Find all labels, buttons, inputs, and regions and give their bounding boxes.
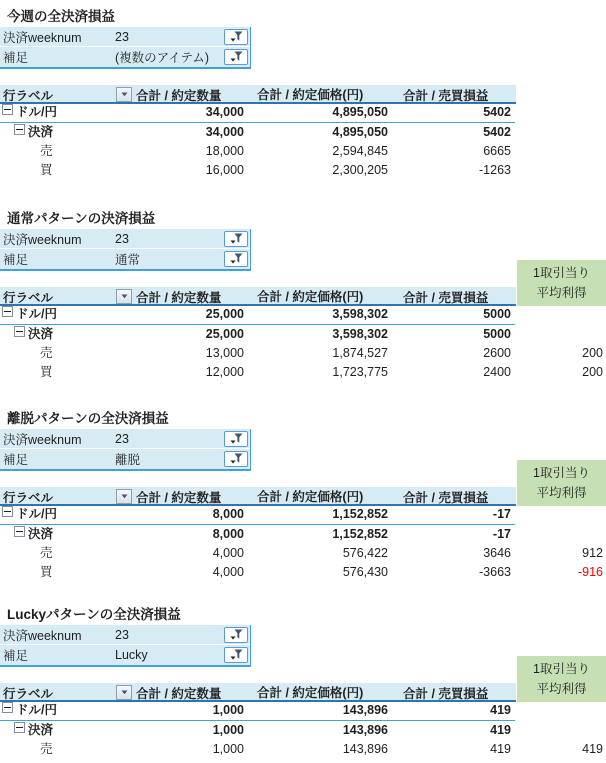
- value-cell: -17: [392, 506, 515, 525]
- row-label: 売: [40, 144, 53, 158]
- filter-block: [0, 27, 251, 69]
- funnel-icon: [230, 51, 243, 63]
- value-cell: 8,000: [133, 506, 246, 525]
- value-cell: 4,000: [212, 546, 244, 560]
- qty-header: 合計 / 約定数量: [136, 88, 222, 103]
- value-cell: 3,598,302: [332, 327, 388, 341]
- row-label-cell: [0, 721, 133, 740]
- row-labels-header-cell: [0, 683, 133, 702]
- filter-button[interactable]: [224, 29, 248, 45]
- minus-box-icon[interactable]: [2, 306, 13, 317]
- row-label: ドル/円: [16, 105, 57, 119]
- filter-button[interactable]: [224, 627, 248, 643]
- table-body: [0, 104, 606, 180]
- minus-box-icon[interactable]: [2, 506, 13, 517]
- header-row: [0, 683, 606, 702]
- filter-button[interactable]: [224, 451, 248, 467]
- row-label-cell: [0, 142, 133, 161]
- value-cell: [515, 506, 606, 525]
- value-cell: 1,152,852: [332, 527, 388, 541]
- value-cell: 143,896: [342, 723, 388, 737]
- value-cell: [515, 161, 606, 180]
- pivot-table: [0, 85, 606, 180]
- avg-profit-header-line2: 平均利得: [536, 286, 587, 300]
- filter-row: [0, 429, 250, 449]
- value-cell: 4,895,050: [246, 104, 392, 123]
- spacer: [0, 271, 606, 287]
- table-body: [0, 306, 606, 382]
- table-body: [0, 506, 606, 582]
- filter-row: [0, 625, 250, 645]
- header-main: [0, 683, 516, 702]
- value-cell: -916: [577, 565, 603, 579]
- filter-row: [0, 249, 250, 269]
- row-label: 売: [40, 546, 53, 560]
- row-label-cell: [0, 123, 133, 142]
- header-main: [0, 487, 516, 506]
- row-label: 売: [40, 346, 53, 360]
- header-main: [0, 287, 516, 306]
- funnel-icon: [230, 31, 243, 43]
- row-label: ドル/円: [16, 507, 57, 521]
- spacer: [0, 667, 606, 683]
- filter-field-name: 決済weeknum: [3, 30, 82, 45]
- table-row: [0, 544, 606, 563]
- minus-box-icon[interactable]: [14, 326, 25, 337]
- value-cell: 12,000: [205, 365, 244, 379]
- filter-value: 23: [115, 627, 129, 642]
- value-cell: 200: [582, 346, 603, 360]
- filter-value: (複数のアイテム): [115, 51, 210, 65]
- value-cell: [515, 104, 606, 123]
- table-row: [0, 123, 606, 142]
- pnl-header: 合計 / 売買損益: [403, 686, 489, 701]
- pnl-header: 合計 / 売買損益: [403, 290, 489, 305]
- qty-header: 合計 / 約定数量: [136, 490, 222, 505]
- row-label-filter-dropdown[interactable]: [116, 489, 132, 504]
- row-label-cell: [0, 525, 133, 544]
- table-row: [0, 142, 606, 161]
- table-row: [0, 721, 606, 740]
- minus-box-icon[interactable]: [14, 526, 25, 537]
- filter-block: [0, 229, 251, 271]
- chevron-down-icon: [121, 294, 128, 299]
- value-cell: 2,594,845: [332, 144, 388, 158]
- table-row: [0, 104, 606, 123]
- funnel-icon: [230, 233, 243, 245]
- filter-field-name: 決済weeknum: [3, 432, 82, 447]
- row-label-filter-dropdown[interactable]: [116, 289, 132, 304]
- filter-field-name: 補足: [3, 453, 29, 467]
- section-title: 離脱パターンの全決済損益: [7, 411, 169, 426]
- row-labels-header-cell: [0, 287, 133, 306]
- value-cell: 143,896: [246, 702, 392, 721]
- table-row: [0, 363, 606, 382]
- row-label: ドル/円: [16, 307, 57, 321]
- value-cell: 200: [582, 365, 603, 379]
- value-cell: 5402: [392, 104, 515, 123]
- row-label-cell: [0, 306, 133, 325]
- value-cell: 3,598,302: [246, 306, 392, 325]
- value-cell: 2400: [483, 365, 511, 379]
- value-cell: 1,723,775: [332, 365, 388, 379]
- value-cell: [515, 142, 606, 161]
- row-labels-header-cell: [0, 487, 133, 506]
- avg-profit-header-line2: 平均利得: [536, 486, 587, 500]
- pivot-table: [0, 662, 606, 759]
- filter-button[interactable]: [224, 49, 248, 65]
- section-title: 今週の全決済損益: [7, 9, 115, 24]
- value-cell: 1,000: [212, 742, 244, 756]
- avg-profit-header-line1: 1取引当り: [533, 466, 590, 480]
- filter-field-name: 補足: [3, 253, 29, 267]
- row-label: 買: [40, 163, 53, 177]
- value-cell: 1,152,852: [246, 506, 392, 525]
- value-cell: 419: [490, 742, 511, 756]
- avg-profit-header: [517, 260, 606, 306]
- row-label: 決済: [28, 527, 54, 541]
- filter-field-name: 補足: [3, 649, 29, 663]
- value-cell: 8,000: [212, 527, 244, 541]
- pivot-section: [0, 210, 606, 382]
- value-cell: [515, 123, 606, 142]
- row-label: ドル/円: [16, 703, 57, 717]
- pivot-section: [0, 8, 606, 180]
- filter-button[interactable]: [224, 231, 248, 247]
- value-cell: 576,422: [342, 546, 388, 560]
- avg-profit-header: [517, 460, 606, 506]
- pivot-table: [0, 466, 606, 582]
- filter-row: [0, 47, 250, 67]
- value-cell: [515, 325, 606, 344]
- table-row: [0, 306, 606, 325]
- minus-box-icon[interactable]: [2, 104, 13, 115]
- minus-box-icon[interactable]: [14, 124, 25, 135]
- value-cell: 912: [582, 546, 603, 560]
- value-cell: 1,000: [133, 702, 246, 721]
- value-cell: [515, 306, 606, 325]
- row-label-cell: [0, 740, 133, 759]
- filter-field-name: 決済weeknum: [3, 628, 82, 643]
- value-cell: 5000: [483, 327, 511, 341]
- avg-profit-header-line1: 1取引当り: [533, 662, 590, 676]
- filter-field-name: 決済weeknum: [3, 232, 82, 247]
- funnel-icon: [230, 433, 243, 445]
- value-cell: 5000: [392, 306, 515, 325]
- row-label: 決済: [28, 327, 54, 341]
- section-title: 通常パターンの決済損益: [7, 211, 156, 226]
- filter-row: [0, 27, 250, 47]
- price-header: 合計 / 約定価格(円): [257, 87, 364, 102]
- row-label-cell: [0, 325, 133, 344]
- value-cell: -3663: [479, 565, 511, 579]
- table-row: [0, 161, 606, 180]
- qty-header: 合計 / 約定数量: [136, 686, 222, 701]
- table-body: [0, 702, 606, 759]
- value-cell: 18,000: [205, 144, 244, 158]
- row-label: 売: [40, 742, 53, 756]
- row-label-cell: [0, 104, 133, 123]
- row-label-filter-dropdown[interactable]: [116, 87, 132, 102]
- qty-header: 合計 / 約定数量: [136, 290, 222, 305]
- filter-row: [0, 449, 250, 469]
- avg-profit-header-line2: 平均利得: [536, 682, 587, 696]
- row-label-cell: [0, 161, 133, 180]
- pivot-table: [0, 266, 606, 382]
- row-label-cell: [0, 544, 133, 563]
- value-cell: 576,430: [342, 565, 388, 579]
- value-cell: [515, 721, 606, 740]
- header-row: [0, 85, 606, 104]
- value-cell: 25,000: [205, 327, 244, 341]
- header-extra-cell: [516, 85, 606, 104]
- spacer: [0, 69, 606, 85]
- table-row: [0, 506, 606, 525]
- chevron-down-icon: [121, 92, 128, 97]
- value-cell: 419: [490, 723, 511, 737]
- filter-value: 23: [115, 29, 129, 44]
- value-cell: 1,000: [212, 723, 244, 737]
- filter-block: [0, 429, 251, 471]
- value-cell: 4,000: [212, 565, 244, 579]
- value-cell: 419: [582, 742, 603, 756]
- minus-box-icon[interactable]: [2, 702, 13, 713]
- value-cell: 4,895,050: [332, 125, 388, 139]
- filter-value: 通常: [115, 253, 141, 267]
- pnl-header: 合計 / 売買損益: [403, 88, 489, 103]
- price-header: 合計 / 約定価格(円): [257, 685, 364, 700]
- table-row: [0, 702, 606, 721]
- price-header: 合計 / 約定価格(円): [257, 489, 364, 504]
- table-row: [0, 525, 606, 544]
- filter-button[interactable]: [224, 647, 248, 663]
- price-header: 合計 / 約定価格(円): [257, 289, 364, 304]
- header-row: [0, 287, 606, 306]
- filter-row: [0, 229, 250, 249]
- value-cell: -17: [492, 527, 511, 541]
- minus-box-icon[interactable]: [14, 722, 25, 733]
- value-cell: 419: [392, 702, 515, 721]
- funnel-icon: [230, 649, 243, 661]
- funnel-icon: [230, 453, 243, 465]
- table-row: [0, 344, 606, 363]
- value-cell: 2,300,205: [332, 163, 388, 177]
- filter-value: 離脱: [115, 453, 141, 467]
- filter-button[interactable]: [224, 431, 248, 447]
- row-labels-header: 行ラベル: [3, 290, 54, 305]
- filter-value: 23: [115, 431, 129, 446]
- row-label-cell: [0, 344, 133, 363]
- value-cell: 1,874,527: [332, 346, 388, 360]
- value-cell: 34,000: [133, 104, 246, 123]
- pivot-section: [0, 410, 606, 582]
- spacer: [0, 471, 606, 487]
- row-label: 買: [40, 365, 53, 379]
- value-cell: 16,000: [205, 163, 244, 177]
- value-cell: -1263: [479, 163, 511, 177]
- row-label-cell: [0, 506, 133, 525]
- avg-profit-header: [517, 656, 606, 702]
- row-labels-header-cell: [0, 85, 133, 104]
- section-title: Luckyパターンの全決済損益: [7, 607, 181, 622]
- chevron-down-icon: [121, 690, 128, 695]
- pnl-header: 合計 / 売買損益: [403, 490, 489, 505]
- row-labels-header: 行ラベル: [3, 490, 54, 505]
- filter-value: 23: [115, 231, 129, 246]
- filter-row: [0, 645, 250, 665]
- row-label: 決済: [28, 125, 54, 139]
- table-row: [0, 563, 606, 582]
- row-label-filter-dropdown[interactable]: [116, 685, 132, 700]
- value-cell: 5402: [483, 125, 511, 139]
- table-row: [0, 325, 606, 344]
- pivot-section: [0, 606, 606, 759]
- filter-value: Lucky: [115, 648, 148, 662]
- table-row: [0, 740, 606, 759]
- value-cell: [515, 525, 606, 544]
- filter-field-name: 補足: [3, 51, 29, 65]
- filter-button[interactable]: [224, 251, 248, 267]
- value-cell: 3646: [483, 546, 511, 560]
- row-label-cell: [0, 563, 133, 582]
- header-main: [0, 85, 516, 104]
- funnel-icon: [230, 253, 243, 265]
- value-cell: 143,896: [342, 742, 388, 756]
- value-cell: 2600: [483, 346, 511, 360]
- funnel-icon: [230, 629, 243, 641]
- chevron-down-icon: [121, 494, 128, 499]
- row-labels-header: 行ラベル: [3, 88, 54, 103]
- header-row: [0, 487, 606, 506]
- filter-block: [0, 625, 251, 667]
- row-label-cell: [0, 702, 133, 721]
- row-label: 決済: [28, 723, 54, 737]
- value-cell: [515, 702, 606, 721]
- row-label-cell: [0, 363, 133, 382]
- value-cell: 34,000: [205, 125, 244, 139]
- value-cell: 13,000: [205, 346, 244, 360]
- row-labels-header: 行ラベル: [3, 686, 54, 701]
- row-label: 買: [40, 565, 53, 579]
- avg-profit-header-line1: 1取引当り: [533, 266, 590, 280]
- value-cell: 25,000: [133, 306, 246, 325]
- value-cell: 6665: [483, 144, 511, 158]
